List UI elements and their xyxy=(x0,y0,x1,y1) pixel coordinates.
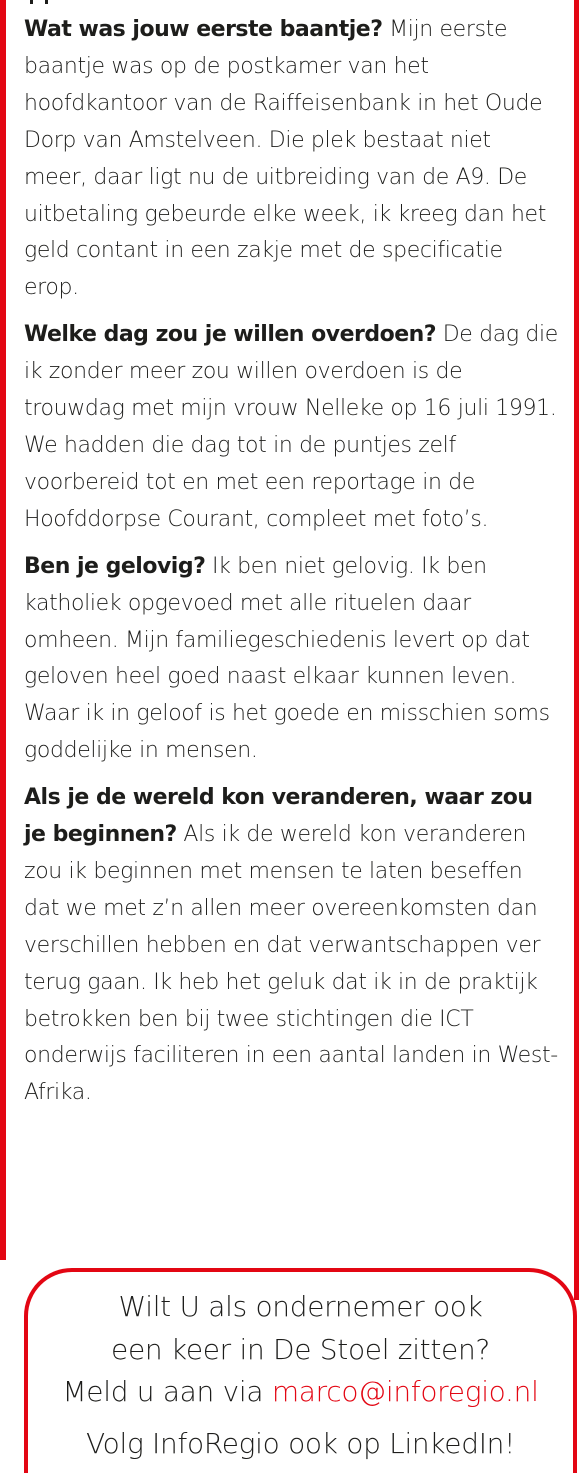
right-red-border xyxy=(574,0,579,1300)
qa-block-first-job xyxy=(24,12,560,307)
call-to-action-box xyxy=(24,1268,577,1473)
question-religious: Ben je gelovig? xyxy=(24,553,206,579)
interview-article xyxy=(24,12,560,1122)
cta-line-signup xyxy=(28,1375,573,1408)
qa-block-religious xyxy=(24,549,560,770)
answer-religious: Ik ben niet gelovig. Ik ben katholiek opgevoed met alle rituelen daar omheen. Mijn familiegeschiedenis levert op dat geloven heel goed naast elkaar kunnen leven. Waar ik in geloof is het goede en misschien soms goddelijke in mensen. xyxy=(24,553,550,764)
question-first-job: Wat was jouw eerste baantje? xyxy=(24,17,383,42)
cta-signup-prefix: Meld u aan via xyxy=(62,1375,264,1408)
answer-change-world: Als ik de wereld kon veranderen zou ik beginnen met mensen te laten beseffen dat we met z’n allen meer overeenkomsten dan verschillen hebben en dat verwantschappen ver terug gaan. Ik heb het geluk dat ik in de praktijk betrokken ben bij twee stichtingen die ICT onderwijs faciliteren in een aantal landen in West-Afrika. xyxy=(24,822,558,1106)
cta-line-de-stoel: een keer in De Stoel zitten? xyxy=(111,1333,490,1366)
top-corner-mark xyxy=(30,0,48,4)
qa-block-redo-day xyxy=(24,317,560,538)
answer-redo-day: De dag die ik zonder meer zou willen overdoen is de trouwdag met mijn vrouw Nelleke op 16 juli 1991. We hadden die dag tot in de puntjes zelf voorbereid tot en met een reportage in de Hoofddorpse Courant, compleet met foto’s. xyxy=(24,322,558,532)
answer-first-job: Mijn eerste baantje was op de postkamer van het hoofdkantoor van de Raiffeisenbank in het Oude Dorp van Amstelveen. Die plek bestaat niet meer, daar ligt nu de uitbreiding van de A9. De uitbetaling gebeurde elke week, ik kreeg dan het geld contant in een zakje met de specificatie erop. xyxy=(24,17,547,301)
contact-email-link[interactable]: marco@inforegio.nl xyxy=(271,1375,539,1408)
question-redo-day: Welke dag zou je willen overdoen? xyxy=(24,322,437,348)
cta-line-linkedin: Volg InfoRegio ook op LinkedIn! xyxy=(85,1427,516,1460)
cta-line-entrepreneur: Wilt U als ondernemer ook xyxy=(118,1290,483,1323)
qa-block-change-world xyxy=(24,780,560,1112)
question-change-world: Als je de wereld kon veranderen, waar zou je beginnen? xyxy=(24,785,533,848)
left-red-border xyxy=(0,0,6,1260)
